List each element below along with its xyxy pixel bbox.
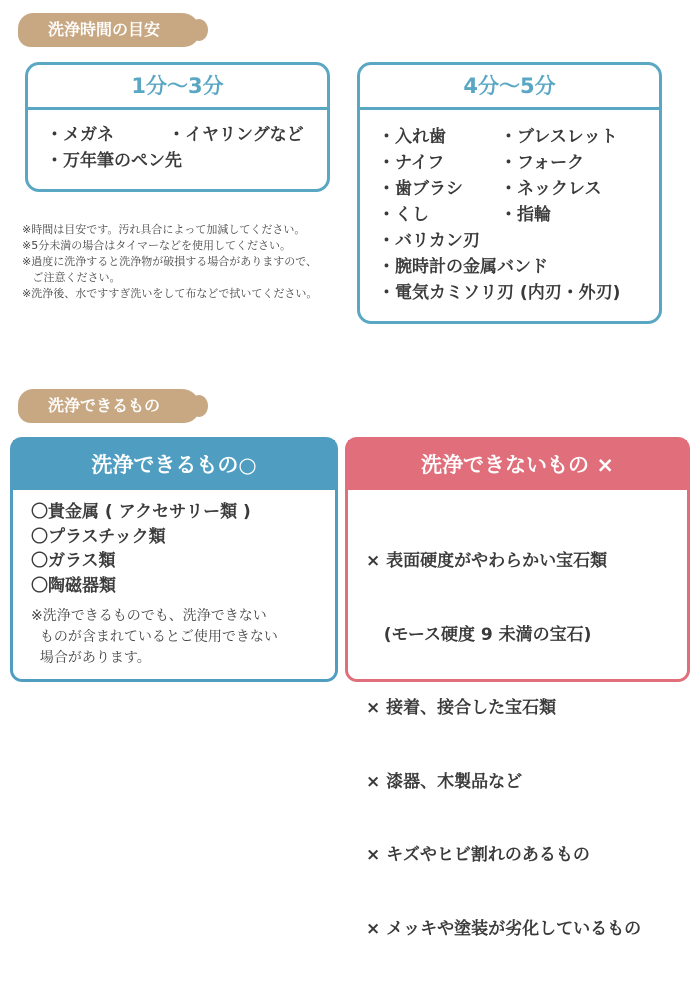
list-item: × 表面硬度がやわらかい宝石類: [366, 551, 608, 571]
list-item: ・万年筆のペン先: [46, 151, 182, 171]
long-duration-box: [357, 62, 662, 324]
list-item: × キズやヒビ割れのあるもの: [366, 845, 590, 865]
washable-panel: [10, 437, 338, 682]
list-item: ・くし: [378, 205, 429, 225]
short-duration-box: [25, 62, 330, 192]
note-line: ※洗浄後、水ですすぎ洗いをして布などで拭いてください。: [22, 287, 318, 300]
list-item: ・ブレスレット: [500, 127, 618, 147]
long-duration-list: [360, 110, 659, 318]
list-item: 〇ガラス類: [31, 551, 116, 571]
not-washable-title: 洗浄できないもの ×: [348, 440, 687, 490]
list-item: ・メガネ: [46, 125, 114, 145]
list-item: ・歯ブラシ: [378, 179, 463, 199]
list-item: ・バリカン刃: [378, 231, 480, 251]
short-duration-list: [28, 110, 327, 186]
list-item: ・ナイフ: [378, 153, 445, 173]
list-item: ・入れ歯: [378, 127, 446, 147]
list-item: 〇プラスチック類: [31, 526, 166, 547]
list-item: 〇貴金属 ( アクセサリー類 ): [31, 502, 251, 522]
list-item: × 漆器、木製品など: [366, 771, 523, 792]
list-item: ・ネックレス: [500, 179, 602, 199]
washable-title: 洗浄できるもの○: [13, 440, 335, 490]
note-line: ※過度に洗浄すると洗浄物が破損する場合がありますので、 ご注意ください。: [22, 255, 317, 284]
washable-tag: [18, 389, 200, 423]
not-washable-list: [348, 490, 687, 1000]
washable-note: ※洗浄できるものでも、洗浄できない ものが含まれているとご使用できない 場合があります。: [31, 608, 278, 666]
list-item: × メッキや塗装が劣化しているもの: [366, 918, 642, 939]
washable-tag-label: 洗浄できるもの: [48, 396, 161, 415]
wash-time-tag-label: 洗浄時間の目安: [48, 20, 161, 39]
washable-list: [13, 490, 335, 679]
long-duration-title: 4分〜5分: [360, 65, 659, 110]
list-item: ・イヤリングなど: [168, 125, 304, 145]
note-line: ※5分未満の場合はタイマーなどを使用してください。: [22, 239, 291, 252]
not-washable-panel: [345, 437, 690, 939]
note-line: ※時間は目安です。汚れ具合によって加減してください。: [22, 223, 306, 236]
short-duration-title: 1分〜3分: [28, 65, 327, 110]
wash-time-tag: [18, 13, 200, 47]
list-item: ・フォーク: [500, 153, 585, 173]
list-item: ・指輪: [500, 205, 551, 225]
list-item: ・電気カミソリ刃 (内刃・外刃): [378, 283, 621, 303]
list-item: × 接着、接合した宝石類: [366, 698, 557, 718]
list-item: 〇陶磁器類: [31, 575, 116, 596]
list-item: ・腕時計の金属バンド: [378, 257, 548, 277]
time-notes: [22, 222, 317, 302]
list-item: (モース硬度 9 未満の宝石): [366, 624, 592, 645]
